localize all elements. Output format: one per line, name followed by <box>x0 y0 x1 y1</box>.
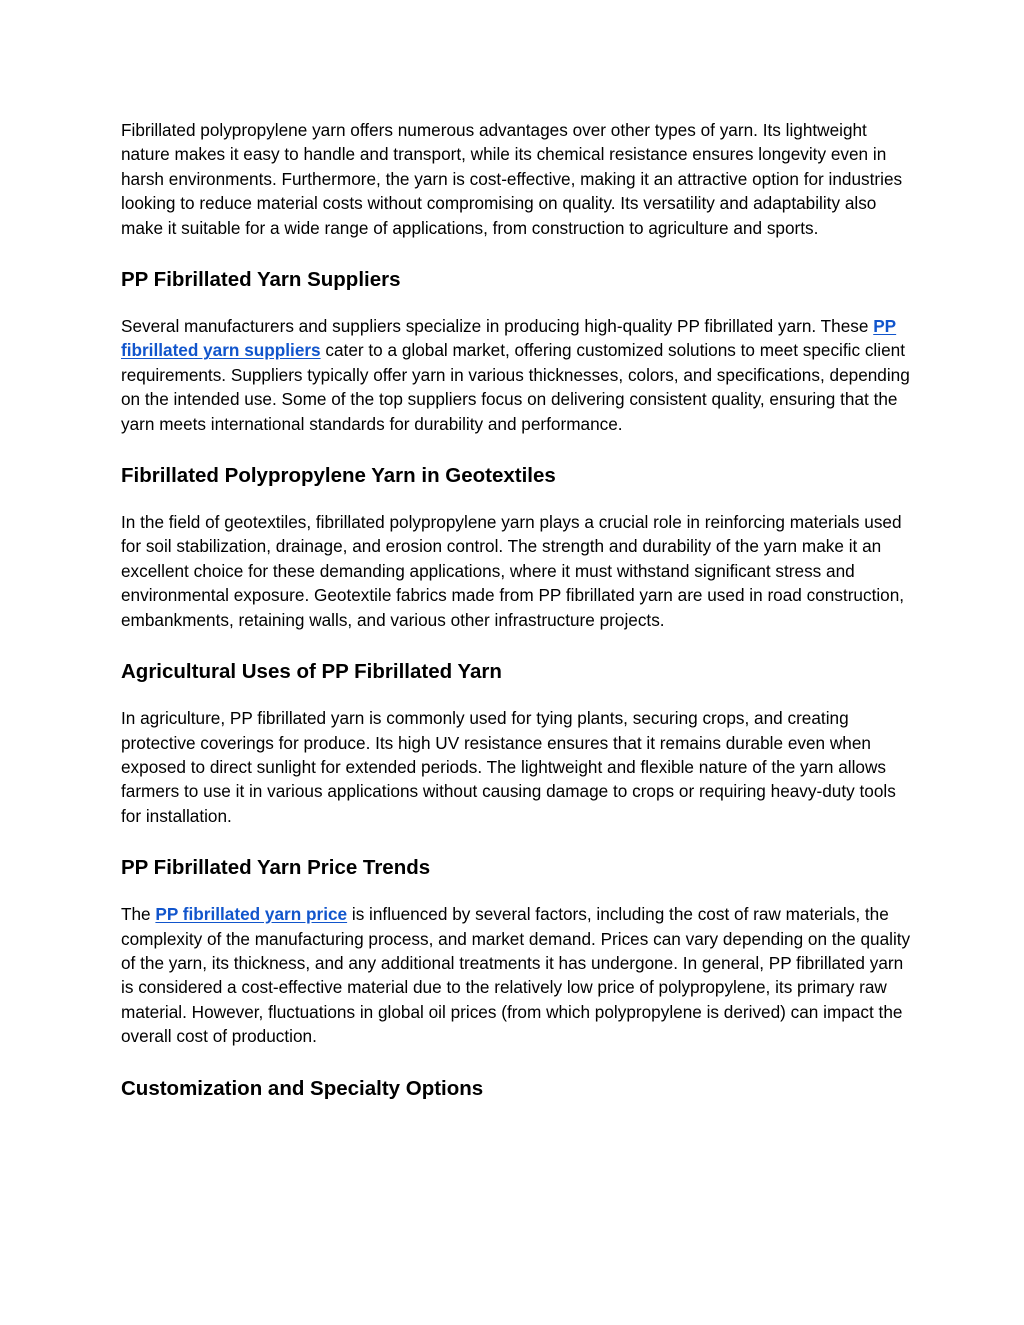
intro-paragraph: Fibrillated polypropylene yarn offers numerous advantages over other types of yarn. Its lightweight nature makes it easy to handle and transport, while its chemical resistance ensures longevity even in harsh environments. Furthermore, the yarn is cost-effective, making it an attractive option for industries looking to reduce material costs without compromising on quality. Its versatility and adaptability also make it suitable for a wide range of applications, from construction to agriculture and sports. <box>121 120 903 238</box>
suppliers-paragraph <box>121 314 911 436</box>
price-link[interactable]: PP fibrillated yarn price <box>155 904 348 925</box>
document-page <box>121 118 911 1102</box>
price-text-before: The <box>121 904 156 925</box>
heading-geotextiles: Fibrillated Polypropylene Yarn in Geotextiles <box>121 464 556 488</box>
heading-price-trends: PP Fibrillated Yarn Price Trends <box>121 856 431 880</box>
heading-customization: Customization and Specialty Options <box>121 1076 484 1100</box>
price-text-after: is influenced by several factors, including the cost of raw materials, the complexity of the manufacturing process, and market demand. Prices can vary depending on the quality of the yarn, its thickness, and any additional treatments it has undergone. In general, PP fibrillated yarn is considered a cost-effective material due to the relatively low price of polypropylene, its primary raw material. However, fluctuations in global oil prices (from which polypropylene is derived) can impact the overall cost of production. <box>121 904 911 1047</box>
suppliers-text-after: cater to a global market, offering customized solutions to meet specific client requirements. Suppliers typically offer yarn in various thicknesses, colors, and specifications, depending on the intended use. Some of the top suppliers focus on delivering consistent quality, ensuring that the yarn meets international standards for durability and performance. <box>121 340 910 434</box>
heading-agriculture: Agricultural Uses of PP Fibrillated Yarn <box>121 660 502 684</box>
suppliers-text-before: Several manufacturers and suppliers specialize in producing high-quality PP fibrillated yarn. These <box>121 316 874 337</box>
heading-suppliers: PP Fibrillated Yarn Suppliers <box>121 268 401 292</box>
price-paragraph <box>121 902 911 1048</box>
geotextiles-paragraph: In the field of geotextiles, fibrillated polypropylene yarn plays a crucial role in reinforcing materials used for soil stabilization, drainage, and erosion control. The strength and durability of the yarn make it an excellent choice for these demanding applications, where it must withstand significant stress and environmental exposure. Geotextile fabrics made from PP fibrillated yarn are used in road construction, embankments, retaining walls, and various other infrastructure projects. <box>121 512 905 630</box>
agriculture-paragraph: In agriculture, PP fibrillated yarn is commonly used for tying plants, securing crops, and creating protective coverings for produce. Its high UV resistance ensures that it remains durable even when exposed to direct sunlight for extended periods. The lightweight and flexible nature of the yarn allows farmers to use it in various applications without causing damage to crops or requiring heavy-duty tools for installation. <box>121 708 896 826</box>
suppliers-link[interactable]: PP fibrillated yarn suppliers <box>121 316 897 361</box>
